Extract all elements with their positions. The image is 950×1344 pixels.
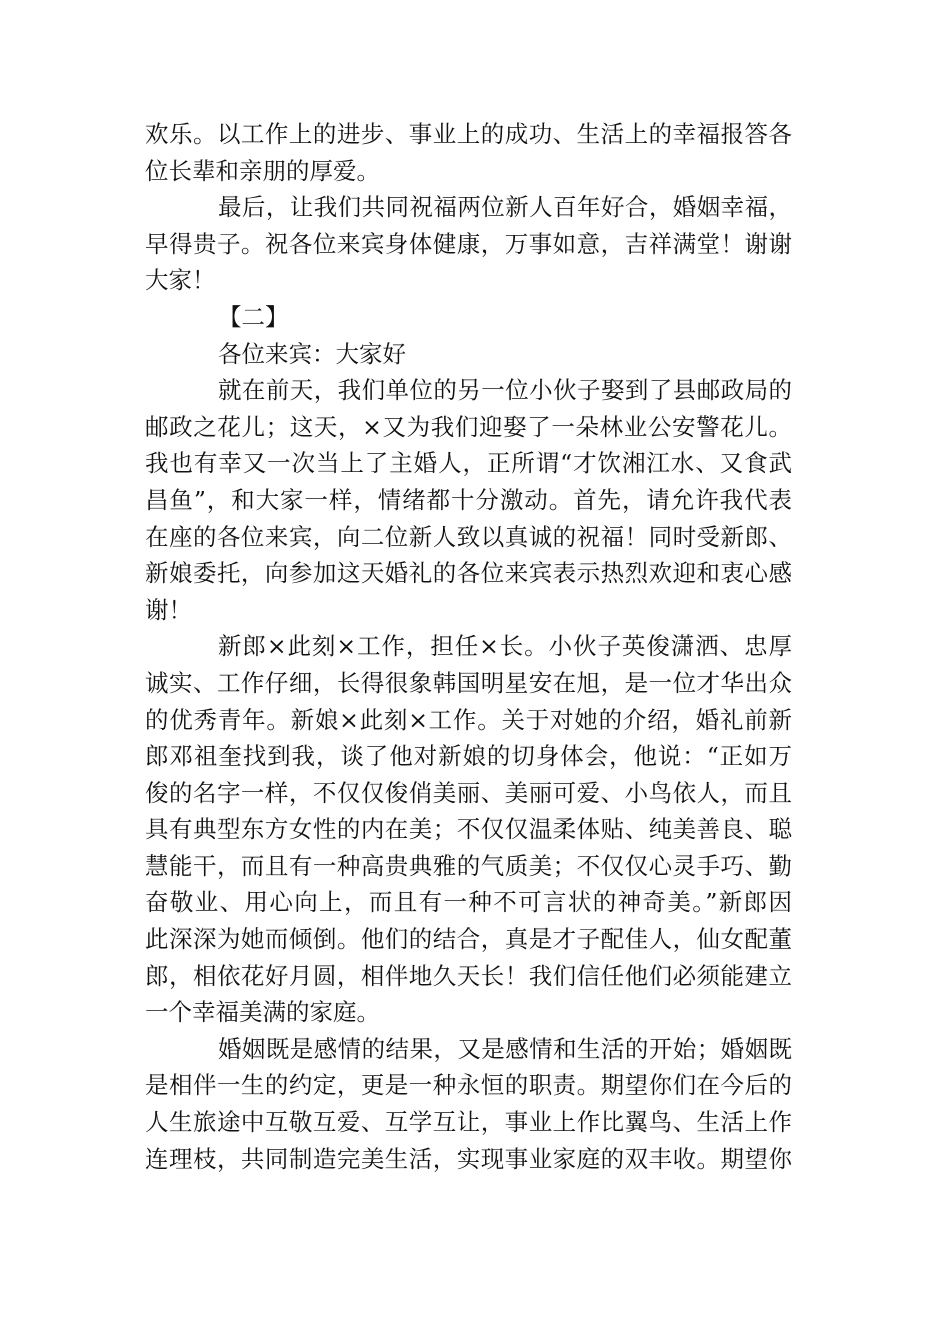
text-line: 慧能干，而且有一种高贵典雅的气质美；不仅仅心灵手巧、勤: [145, 851, 792, 880]
text-line: 此深深为她而倾倒。他们的结合，真是才子配佳人，仙女配董: [145, 925, 792, 954]
text-line: 邮政之花儿；这天，×又为我们迎娶了一朵林业公安警花儿。: [145, 412, 792, 441]
text-line: 在座的各位来宾，向二位新人致以真诚的祝福！同时受新郎、: [145, 522, 792, 551]
paragraph-start-line: 就在前天，我们单位的另一位小伙子娶到了县邮政局的: [218, 376, 792, 405]
text-line: 俊的名字一样，不仅仅俊俏美丽、美丽可爱、小鸟依人，而且: [145, 778, 792, 807]
text-line: 是相伴一生的约定，更是一种永恒的职责。期望你们在今后的: [145, 1071, 792, 1100]
text-line: 谢！: [145, 595, 192, 624]
text-line: 大家！: [145, 266, 216, 295]
text-line: 的优秀青年。新娘×此刻×工作。关于对她的介绍，婚礼前新: [145, 705, 792, 734]
text-line: 位长辈和亲朋的厚爱。: [145, 156, 380, 185]
text-line: 我也有幸又一次当上了主婚人，正所谓“才饮湘江水、又食武: [145, 449, 792, 478]
paragraph-start-line: 最后，让我们共同祝福两位新人百年好合，婚姻幸福，: [218, 193, 792, 222]
text-line: 具有典型东方女性的内在美；不仅仅温柔体贴、纯美善良、聪: [145, 815, 792, 844]
text-line: 新娘委托，向参加这天婚礼的各位来宾表示热烈欢迎和衷心感: [145, 559, 792, 588]
text-line: 昌鱼”，和大家一样，情绪都十分激动。首先，请允许我代表: [145, 485, 792, 514]
paragraph-start-line: 婚姻既是感情的结果，又是感情和生活的开始；婚姻既: [218, 1034, 792, 1063]
salutation-line: 各位来宾：大家好: [218, 339, 406, 368]
text-line: 奋敬业、用心向上，而且有一种不可言状的神奇美。”新郎因: [145, 888, 792, 917]
section-heading: 【二】: [218, 302, 289, 331]
text-line: 一个幸福美满的家庭。: [145, 998, 380, 1027]
text-line: 郎邓祖奎找到我，谈了他对新娘的切身体会，他说：“正如万: [145, 742, 792, 771]
text-line: 诚实、工作仔细，长得很象韩国明星安在旭，是一位才华出众: [145, 668, 792, 697]
text-line: 欢乐。以工作上的进步、事业上的成功、生活上的幸福报答各: [145, 120, 792, 148]
text-line: 连理枝，共同制造完美生活，实现事业家庭的双丰收。期望你: [145, 1144, 792, 1173]
text-line: 郎，相依花好月圆，相伴地久天长！我们信任他们必须能建立: [145, 961, 792, 990]
text-line: 早得贵子。祝各位来宾身体健康，万事如意，吉祥满堂！谢谢: [145, 229, 792, 258]
paragraph-start-line: 新郎×此刻×工作，担任×长。小伙子英俊潇洒、忠厚: [218, 632, 792, 661]
document-body: [145, 116, 792, 1177]
text-line: 人生旅途中互敬互爱、互学互让，事业上作比翼鸟、生活上作: [145, 1108, 792, 1137]
